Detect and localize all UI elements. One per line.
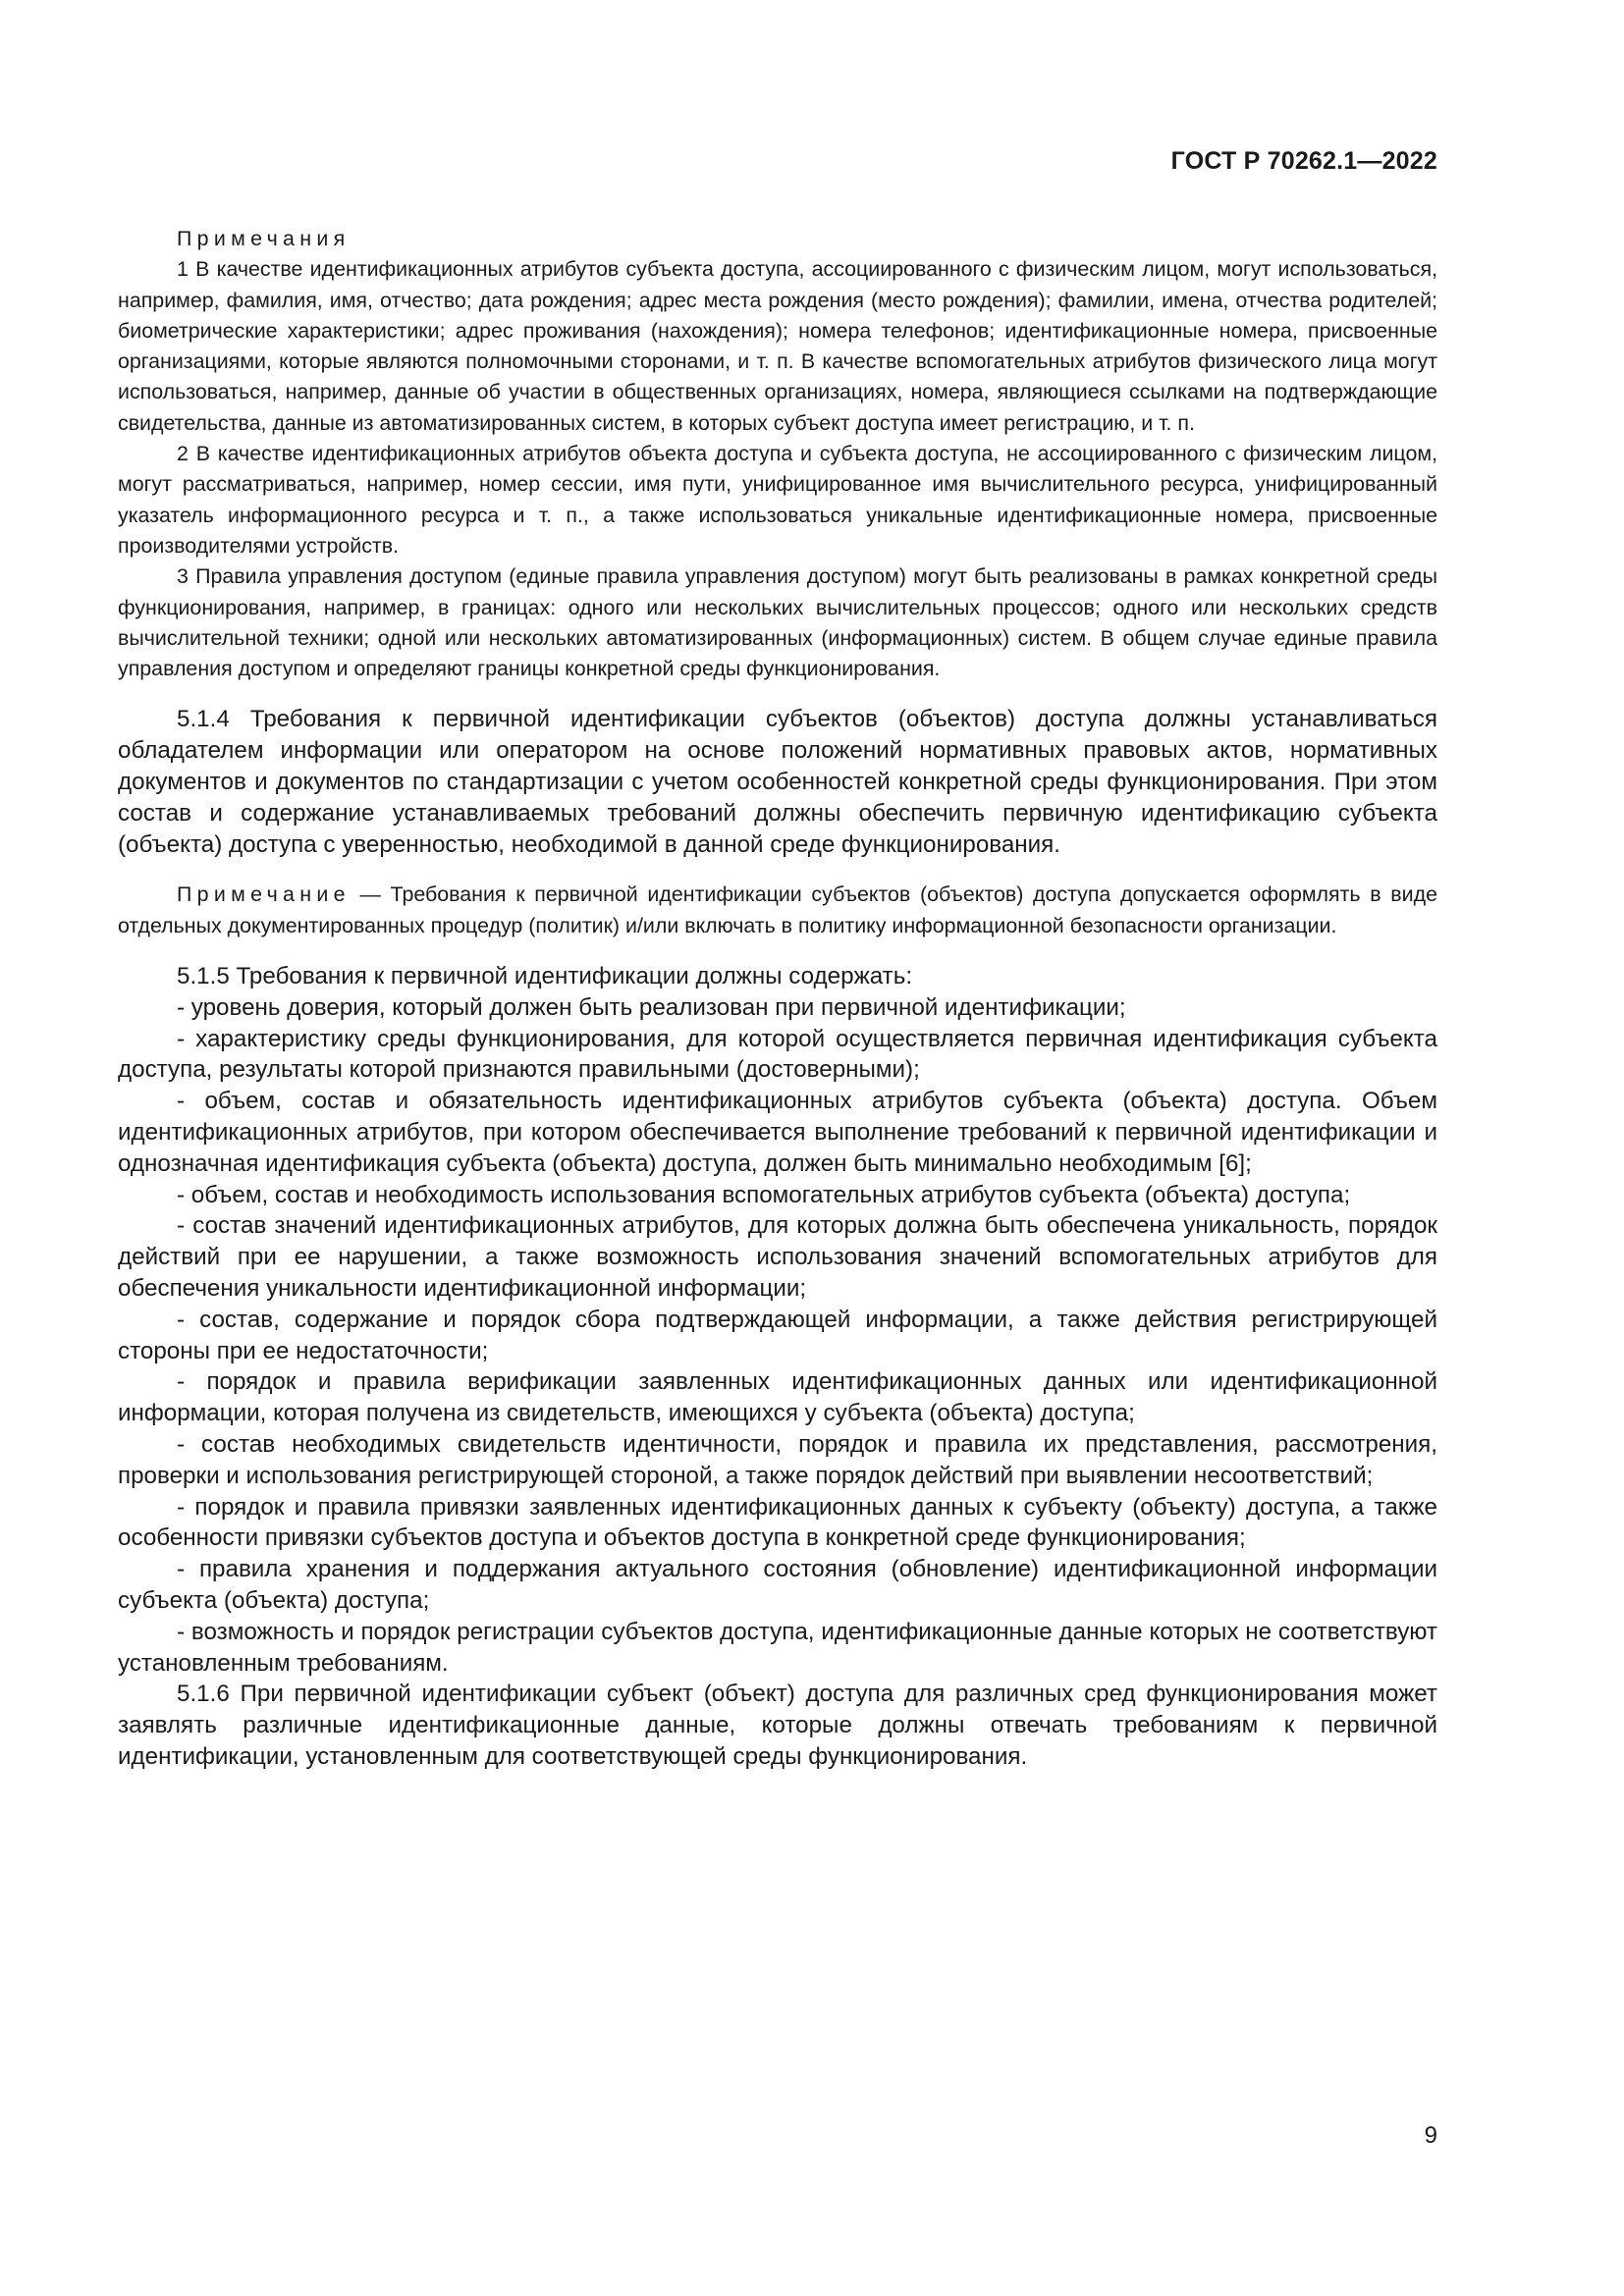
section-5-1-5-intro: 5.1.5 Требования к первичной идентификации должны содержать: <box>177 963 913 990</box>
list-item: - порядок и правила привязки заявленных идентификационных данных к субъекту (объекту) доступа, а также особенности привязки субъектов доступа и объектов доступа в конкретной среде функционирования; <box>118 1493 1437 1552</box>
list-item: - возможность и порядок регистрации субъектов доступа, идентификационные данные которых не соответствуют установленным требованиям. <box>118 1618 1437 1677</box>
list-item: - объем, состав и необходимость использования вспомогательных атрибутов субъекта (объекта) доступа; <box>177 1181 1351 1208</box>
note-5-1-4 <box>118 880 1437 941</box>
note-item-3: 3 Правила управления доступом (единые правила управления доступом) могут быть реализованы в рамках конкретной среды функционирования, например, в границах: одного или нескольких вычислительных процессов; одного или нескольких средств вычислительной техники; одной или нескольких автоматизированных (информационных) систем. В общем случае единые правила управления доступом и определяют границы конкретной среды функционирования. <box>118 564 1437 681</box>
list-item: - состав, содержание и порядок сбора подтверждающей информации, а также действия регистрирующей стороны при ее недостаточности; <box>118 1306 1437 1364</box>
notes-block <box>118 224 1437 684</box>
note-text: — Требования к первичной идентификации субъектов (объектов) доступа допускается оформлять в виде отдельных документированных процедур (политик) и/или включать в политику информационной безопасности организации. <box>118 882 1437 937</box>
note-item-2: 2 В качестве идентификационных атрибутов объекта доступа и субъекта доступа, не ассоциированного с физическим лицом, могут рассматриваться, например, номер сессии, имя пути, унифицированное имя вычислительного ресурса, унифицированный указатель информационного ресурса и т. п., а также использоваться уникальные идентификационные номера, присвоенные производителями устройств. <box>118 442 1437 558</box>
section-5-1-5 <box>118 961 1437 1773</box>
note-item-1: 1 В качестве идентификационных атрибутов субъекта доступа, ассоциированного с физическим лицом, могут использоваться, например, фамилия, имя, отчество; дата рождения; адрес места рождения (место рождения); фамилии, имена, отчества родителей; биометрические характеристики; адрес проживания (нахождения); номера телефонов; идентификационные номера, присвоенные организациями, которые являются полномочными сторонами, и т. п. В качестве вспомогательных атрибутов физического лица могут использоваться, например, данные об участии в общественных организациях, номера, являющиеся ссылками на подтверждающие свидетельства, данные из автоматизированных систем, в которых субъект доступа имеет регистрацию, и т. п. <box>118 257 1437 435</box>
list-item: - состав значений идентификационных атрибутов, для которых должна быть обеспечена уникальность, порядок действий при ее нарушении, а также возможность использования значений вспомогательных атрибутов для обеспечения уникальности идентификационной информации; <box>118 1212 1437 1302</box>
list-item: - объем, состав и обязательность идентификационных атрибутов субъекта (объекта) доступа. Объем идентификационных атрибутов, при котором обеспечивается выполнение требований к первичной идентификации и однозначная идентификация субъекта (объекта) доступа, должен быть минимально необходимым [6]; <box>118 1088 1437 1177</box>
list-item: - порядок и правила верификации заявленных идентификационных данных или идентификационной информации, которая получена из свидетельств, имеющихся у субъекта (объекта) доступа; <box>118 1368 1437 1427</box>
notes-title: Примечания <box>177 227 351 250</box>
note-5-1-4-paragraph <box>118 880 1437 941</box>
section-5-1-4: 5.1.4 Требования к первичной идентификации субъектов (объектов) доступа должны устанавливаться обладателем информации или оператором на основе положений нормативных правовых актов, нормативных документов и документов по стандартизации с учетом особенностей конкретной среды функционирования. При этом состав и содержание устанавливаемых требований должны обеспечить первичную идентификацию субъекта (объекта) доступа с уверенностью, необходимой в данной среде функционирования. <box>118 706 1437 858</box>
list-item: - уровень доверия, который должен быть реализован при первичной идентификации; <box>177 993 1126 1021</box>
list-item: - характеристику среды функционирования, для которой осуществляется первичная идентификация субъекта доступа, результаты которой признаются правильными (достоверными); <box>118 1025 1437 1084</box>
list-item: - правила хранения и поддержания актуального состояния (обновление) идентификационной информации субъекта (объекта) доступа; <box>118 1556 1437 1614</box>
page-number: 9 <box>1424 2122 1437 2149</box>
document-code-header: ГОСТ Р 70262.1—2022 <box>1170 147 1437 175</box>
section-5-1-6: 5.1.6 При первичной идентификации субъект (объект) доступа для различных сред функционирования может заявлять различные идентификационные данные, которые должны отвечать требованиям к первичной идентификации, установленным для соответствующей среды функционирования. <box>118 1681 1437 1770</box>
note-label: Примечание <box>177 882 351 907</box>
main-text <box>118 704 1437 860</box>
page-content <box>118 224 1437 1773</box>
list-item: - состав необходимых свидетельств идентичности, порядок и правила их представления, рассмотрения, проверки и использования регистрирующей стороной, а также порядок действий при выявлении несоответствий; <box>118 1430 1437 1489</box>
